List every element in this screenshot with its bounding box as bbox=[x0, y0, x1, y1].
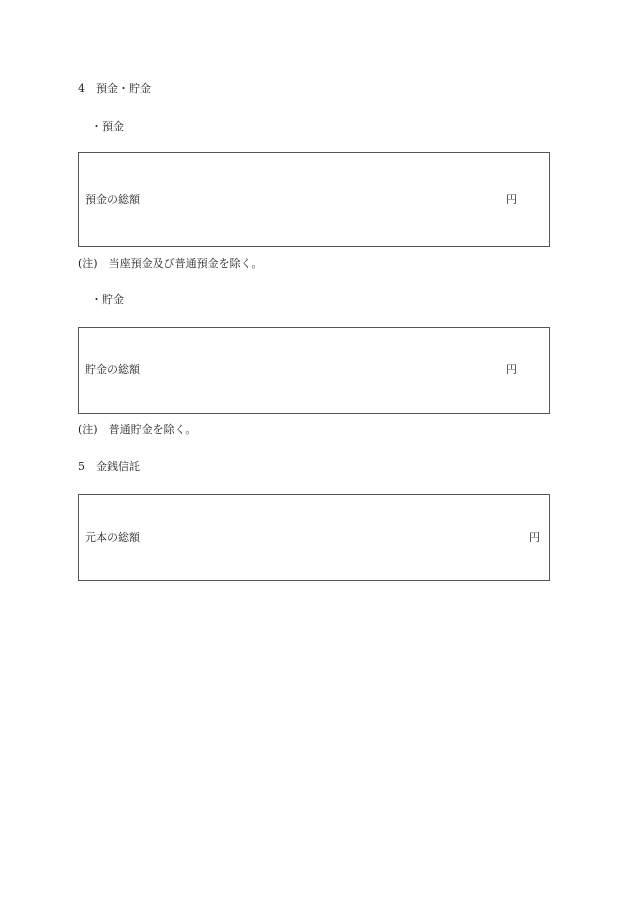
chokin-total-box[interactable] bbox=[78, 327, 550, 414]
chokin-note: (注) 普通貯金を除く。 bbox=[78, 423, 197, 436]
principal-total-box[interactable] bbox=[78, 494, 550, 581]
yokin-total-label: 預金の総額 bbox=[85, 193, 140, 206]
chokin-yen-unit: 円 bbox=[506, 363, 517, 376]
yokin-note: (注) 当座預金及び普通預金を除く。 bbox=[78, 257, 263, 270]
principal-yen-unit: 円 bbox=[529, 531, 540, 544]
principal-total-label: 元本の総額 bbox=[85, 531, 140, 544]
yokin-yen-unit: 円 bbox=[506, 193, 517, 206]
section-5-heading: 5 金銭信託 bbox=[78, 460, 140, 473]
chokin-subheading: ・貯金 bbox=[91, 293, 124, 306]
yokin-total-box[interactable] bbox=[78, 152, 550, 247]
chokin-total-label: 貯金の総額 bbox=[85, 363, 140, 376]
yokin-subheading: ・預金 bbox=[91, 120, 124, 133]
section-4-heading: 4 預金・貯金 bbox=[78, 82, 151, 95]
